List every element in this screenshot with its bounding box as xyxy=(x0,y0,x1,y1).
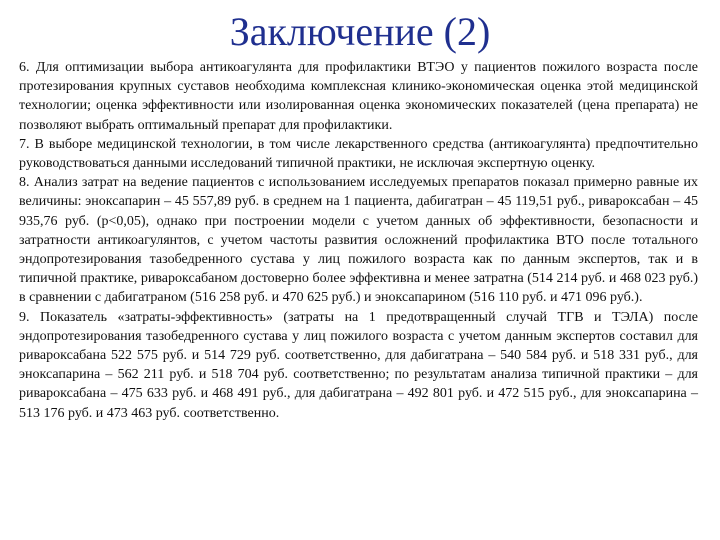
conclusion-paragraph-7: 7. В выборе медицинской технологии, в том числе лекарственного средства (антикоагулянта) предпочтительно руководствоваться данными исследований типичной практики, не исключая экспертную оценку. xyxy=(19,136,698,172)
slide-body xyxy=(19,58,698,423)
conclusion-paragraph-6: 6. Для оптимизации выбора антикоагулянта для профилактики ВТЭО у пациентов пожилого возраста после протезирования крупных суставов необходима комплексная клинико-экономическая оценка этой медицинской технологии; оценка эффективности или изолированная оценка экономических показателей (цена препарата) не позволяют выбрать оптимальный препарат для профилактики. xyxy=(19,60,698,133)
conclusion-paragraph-9: 9. Показатель «затраты-эффективность» (затраты на 1 предотвращенный случай ТГВ и ТЭЛА) после эндопротезирования тазобедренного сустава у лиц пожилого возраста с учетом данным экспертов составил для ривароксабана 522 575 руб. и 514 729 руб. соответственно, для дабигатрана – 540 584 руб. и 518 331 руб., для эноксапарина – 562 211 руб. и 518 704 руб. соответственно; по результатам анализа типичной практики – для ривароксабана – 475 633 руб. и 468 491 руб., для дабигатрана – 492 801 руб. и 472 515 руб., для эноксапарина – 513 176 руб. и 473 463 руб. соответственно. xyxy=(19,309,698,421)
conclusion-paragraph-8: 8. Анализ затрат на ведение пациентов с использованием исследуемых препаратов показал примерно равные их величины: эноксапарин – 45 557,89 руб. в среднем на 1 пациента, дабигатран – 45 119,51 руб., ривароксабан – 45 935,76 руб. (p<0,05), однако при построении модели с учетом данных об эффективности, безопасности и затратности антикоагулянтов, с учетом частоты развития осложнений профилактика ВТО после тотального эндопротезирования тазобедренного сустава у лиц пожилого возраста как по данным экспертов, так и в типичной практике, ривароксабаном достоверно более эффективна и менее затратна (514 214 руб. и 468 023 руб.) в сравнении с дабигатраном (516 258 руб. и 470 625 руб.) и эноксапарином (516 110 руб. и 471 096 руб.). xyxy=(19,175,698,306)
slide-title: Заключение (2) xyxy=(229,9,491,54)
